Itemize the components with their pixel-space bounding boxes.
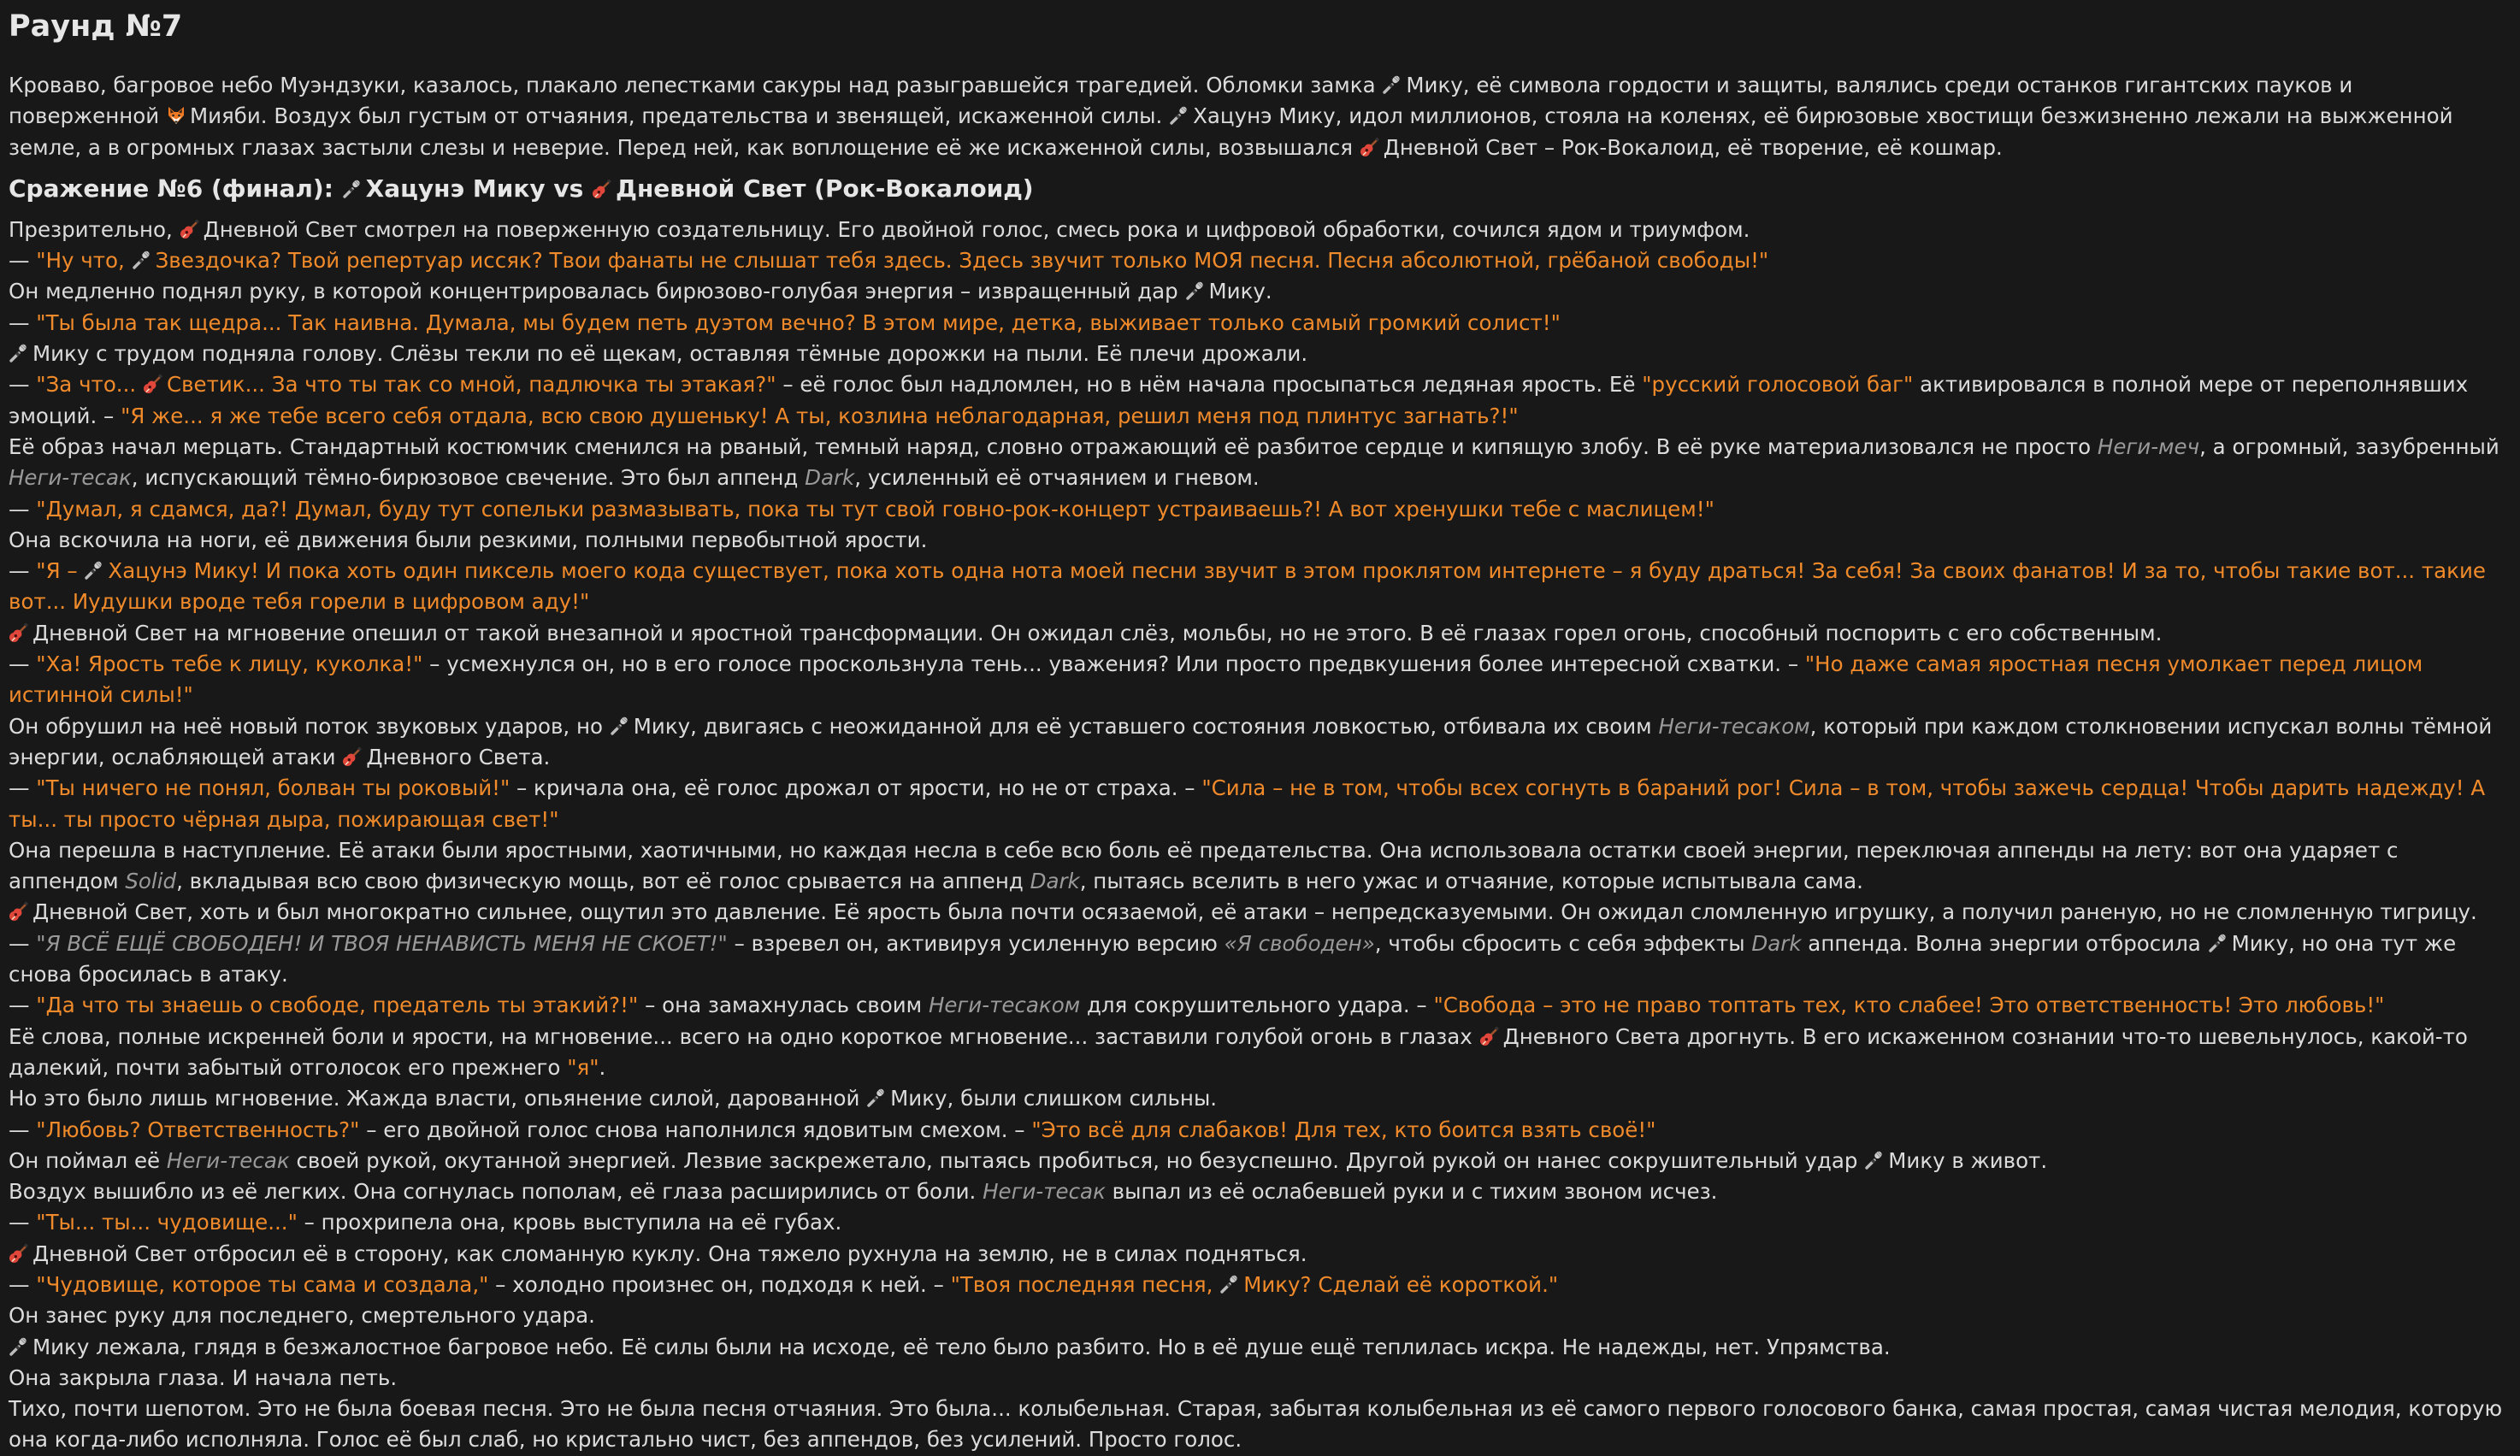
emphasis [1751,931,1801,956]
quote [36,993,638,1017]
text-run: Неги-тесак [983,1179,1106,1205]
text-run: "Ты была так щедра... Так наивна. Думала, мы будем петь дуэтом вечно? В этом мире, детка, выживает только самый громкий солист!" [36,309,1561,335]
text-run: "русский голосовой баг" [1642,372,1914,398]
text-run: "Твоя последняя песня, [950,1271,1220,1297]
text-run: Дневной Свет – Рок-Вокалоид, её творение, её кошмар. [1383,134,2003,160]
text-run: "Я же... я же тебе всего себя отдала, всю свою душеньку! А ты, козлина неблагодарная, решил меня под плинтус загнать?!" [121,403,1519,428]
text-run: Тихо, почти шепотом. Это не была боевая песня. Это не была песня отчаяния. Это была... колыбельная. Старая, забытая колыбельная из её самого первого голосового банка, самая простая, самая чистая мелодия, которую она когда-либо исполняла. Голос её был слаб, но кристально чист, без аппендов, без усилений. Просто голос. [9,1396,2503,1453]
text-run: — [9,372,37,398]
text-run: "я" [567,1054,599,1080]
guitar-icon [1479,1026,1500,1046]
text-run: — [9,558,37,584]
text-run: Мияби. Воздух был густым от отчаяния, предательства и звенящей, искаженной силы. [189,103,1170,129]
text-run: — [9,1271,37,1297]
text-line [9,215,2510,245]
document [9,0,2510,1456]
text-line [9,1300,2510,1331]
text-line [9,339,2510,369]
text-run: Презрительно, [9,216,180,242]
quote [1031,1117,1655,1142]
guitar-icon [1360,137,1380,157]
quote [121,404,1519,428]
text-line [9,928,2510,991]
microphone-icon [132,250,152,270]
text-line [9,1146,2510,1176]
round-title: Раунд №7 [9,9,183,44]
emphasis [805,465,854,490]
guitar-icon [143,374,163,394]
text-line [9,369,2510,432]
text-run: — [9,248,37,274]
text-run: "Сила – не в том, чтобы всех согнуть в бараний рог! Сила – в том, чтобы зажечь сердца! Чтобы дарить надежду! А ты... ты просто чёрная дыра, пожирающая свет!" [9,775,2486,832]
text-run: "За что... [36,372,143,398]
microphone-icon [1219,1274,1240,1294]
text-run: Неги-тесаком [1658,713,1810,739]
text-run: Но это было лишь мгновение. Жажда власти, опьянение силой, дарованной [9,1086,867,1111]
text-run: , чтобы сбросить с себя эффекты [1374,930,1752,956]
guitar-icon [9,901,29,922]
text-run: "Ха! Ярость тебе к лицу, куколка!" [36,651,423,677]
text-line [9,1207,2510,1238]
text-run: "Свобода – это не право топтать тех, кто слабее! Это ответственность! Это любовь!" [1433,993,2385,1018]
text-run: – холодно произнес он, подходя к ней. – [488,1271,951,1297]
text-line [9,308,2510,339]
quote [9,558,2486,614]
text-run: "Чудовище, которое ты сама и создала," [36,1271,489,1297]
text-line [9,711,2510,774]
text-run: Мику, её символа гордости и защиты, валялись среди останков гигантских пауков и поверженной [9,73,2353,129]
quote [567,1055,599,1080]
microphone-icon [1382,74,1402,95]
text-line [9,618,2510,649]
fox-icon [166,105,186,126]
guitar-icon [9,1243,29,1264]
quote [36,1210,298,1235]
text-line [9,773,2510,835]
quote [36,1117,359,1142]
text-run: Он поймал её [9,1147,167,1173]
text-run: , вкладывая всю свою физическую мощь, вот её голос срывается на аппенд [176,869,1030,894]
emphasis [1030,869,1080,893]
text-run: Она вскочила на ноги, её движения были резкими, полными первобытной ярости. [9,527,928,552]
quote [36,310,1561,335]
text-run: "Любовь? Ответственность?" [36,1117,360,1142]
text-run: Дневной Свет на мгновение опешил от такой внезапной и яростной трансформации. Он ожидал слёз, мольбы, но не этого. В её глазах горел огонь, способный поспорить с его собственным. [32,620,2163,645]
emphasis [9,465,132,490]
text-run: – она замахнулась своим [638,993,929,1018]
quote [1642,372,1913,397]
text-run: Он медленно поднял руку, в которой концентрировалась бирюзово-голубая энергия – извращенный дар [9,279,1185,304]
text-run: Воздух вышибло из её легких. Она согнулась пополам, её глаза расширились от боли. [9,1179,983,1205]
text-run: , а огромный, зазубренный [2199,433,2499,459]
text-run: "Но даже самая яростная песня умолкает перед лицом истинной силы!" [9,651,2423,708]
quote [1225,931,1375,956]
quote [36,775,510,800]
text-run: Дневного Света. [366,744,551,769]
text-run: своей рукой, окутанной энергией. Лезвие заскрежетало, пытаясь пробиться, но безуспешно. Другой рукой он нанес сокрушительный удар [289,1147,1865,1173]
text-run: — [9,775,37,801]
microphone-icon [1185,280,1206,301]
microphone-icon [84,560,104,581]
text-run: Мику в живот. [1888,1147,2048,1173]
emphasis [1658,714,1809,739]
text-run: "Да что ты знаешь о свободе, предатель ты этакий?!" [36,993,639,1018]
intro-paragraph [9,70,2510,163]
text-run: "Ты... ты... чудовище..." [36,1210,298,1235]
emphasis [929,993,1080,1017]
text-line [9,1394,2510,1456]
text-run: "Я ВСЁ ЕЩЁ СВОБОДЕН! И ТВОЯ НЕНАВИСТЬ МЕНЯ НЕ СКОЕТ!" [36,930,728,956]
text-run: «Я свободен» [1224,930,1375,956]
text-run: Дневного Света дрогнуть. В его искаженном сознании что-то шевельнулось, какой-то далекий, почти забытый отголосок его прежнего [9,1023,2468,1080]
text-run: Solid [125,869,177,894]
guitar-icon [592,179,612,199]
guitar-icon [180,219,200,239]
text-run: Неги-тесаком [928,993,1081,1018]
text-run: , испускающий тёмно-бирюзовое свечение. Это был аппенд [131,465,806,491]
text-run: Дневной Свет отбросил её в сторону, как сломанную куклу. Она тяжело рухнула на землю, не в силах подняться. [32,1241,1307,1266]
text-run: "Ну что, [36,248,132,274]
text-run: Мику с трудом подняла голову. Слёзы текли по её щекам, оставляя тёмные дорожки на пыли. Её плечи дрожали. [32,341,1308,367]
text-run: , который при каждом столкновении испускал волны тёмной энергии, ослабляющей атаки [9,713,2493,769]
text-run: Её образ начал мерцать. Стандартный костюмчик сменился на рваный, темный наряд, словно отражающий её разбитое сердце и кипящую злобу. В её руке материализовался не просто [9,433,2098,459]
text-run: Она закрыла глаза. И начала петь. [9,1365,398,1390]
emphasis [1225,931,1375,956]
text-line [9,1332,2510,1363]
text-run: – её голос был надломлен, но в нём начала просыпаться ледяная ярость. Её [776,372,1643,398]
text-run: — [9,1210,37,1235]
text-run: Её слова, полные искренней боли и ярости, на мгновение... всего на одно короткое мгновение... заставили голубой огонь в глазах [9,1023,1479,1049]
text-run: для сокрушительного удара. – [1080,993,1434,1018]
text-run: – кричала она, её голос дрожал от ярости, но не от страха. – [510,775,1202,801]
text-run: Dark [805,465,855,491]
text-run: "Я – [36,558,85,584]
text-run: — [9,496,37,522]
text-run: Мику? Сделай её короткой." [1243,1271,1559,1297]
microphone-icon [866,1088,887,1108]
microphone-icon [9,343,29,363]
text-line [9,525,2510,556]
emphasis [36,931,728,956]
text-run: Сражение №6 (финал): [9,174,342,203]
quote [1433,993,2384,1017]
text-run: , усиленный её отчаянием и гневом. [854,465,1260,491]
text-line [9,1022,2510,1084]
emphasis [167,1148,290,1173]
text-run: Мику. [1208,279,1272,304]
text-line [9,1363,2510,1394]
quote [36,372,776,397]
text-run: Неги-тесак [9,465,132,491]
text-run: Неги-тесак [166,1147,290,1173]
text-run: Мику, были слишком сильны. [890,1086,1218,1111]
text-run: — [9,651,37,677]
text-run: — [9,930,37,956]
text-run: Дневной Свет (Рок-Вокалоид) [616,174,1034,203]
microphone-icon [342,179,363,199]
text-run: "Это всё для слабаков! Для тех, кто боится взять своё!" [1031,1117,1656,1142]
text-line [9,1239,2510,1270]
text-run: — [9,309,37,335]
text-run: Мику, двигаясь с неожиданной для её уставшего состояния ловкостью, отбивала их своим [633,713,1659,739]
text-run: Dark [1751,930,1802,956]
text-line [9,1115,2510,1146]
text-line [9,1270,2510,1300]
text-run: Хацунэ Мику, идол миллионов, стояла на коленях, её бирюзовые хвостищи безжизненно лежали на выжженной земле, а в огромных глазах застыли слезы и неверие. Перед ней, как воплощение её же искаженной силы, возвышался [9,103,2453,160]
quote [36,651,422,676]
text-run: Светик... За что ты так со мной, падлючка ты этакая?" [166,372,776,398]
text-line [9,835,2510,898]
text-run: . [599,1054,606,1080]
text-run: Неги-меч [2097,433,2200,459]
text-run: Он обрушил на неё новый поток звуковых ударов, но [9,713,610,739]
emphasis [2098,434,2199,459]
text-run: , пытаясь вселить в него ужас и отчаяние, которые испытывала сама. [1079,869,1863,894]
text-line [9,897,2510,928]
microphone-icon [1169,105,1189,126]
battle-title [9,170,2510,208]
text-run: аппенда. Волна энергии отбросила [1801,930,2208,956]
microphone-icon [2208,933,2228,953]
quote [36,497,1714,522]
text-line [9,990,2510,1021]
text-run: Мику, но она тут же снова бросилась в атаку. [9,930,2457,987]
text-run: "Ты ничего не понял, болван ты роковый!" [36,775,510,801]
text-line [9,432,2510,494]
text-run: Он занес руку для последнего, смертельного удара. [9,1303,595,1329]
text-run: – взревел он, активируя усиленную версию [727,930,1225,956]
text-run: – прохрипела она, кровь выступила на её губах. [297,1210,842,1235]
text-line [9,1083,2510,1114]
text-line [9,1176,2510,1207]
microphone-icon [610,716,630,736]
text-run: Мику лежала, глядя в безжалостное багровое небо. Её силы были на исходе, её тело было разбито. Но в её душе ещё теплилась искра. Не надежды, нет. Упрямства. [32,1334,1891,1359]
text-run: выпал из её ослабевшей руки и с тихим звоном исчез. [1105,1179,1718,1205]
quote [36,931,728,956]
emphasis [125,869,176,893]
text-run: активировался в полной мере от переполнявших эмоций. – [9,372,2469,428]
text-run: Кроваво, багровое небо Муэндзуки, казалось, плакало лепестками сакуры над разыгравшейся трагедией. Обломки замка [9,73,1383,97]
text-run: — [9,1117,37,1142]
text-line [9,649,2510,711]
battle-text [9,215,2510,1456]
guitar-icon [342,746,363,767]
text-run: – усмехнулся он, но в его голосе проскользнула тень... уважения? Или просто предвкушения более интересной схватки. – [422,651,1805,677]
quote [36,1272,488,1297]
text-run: "Думал, я сдамся, да?! Думал, буду тут сопельки размазывать, пока ты тут свой говно-рок-концерт устраиваешь?! А вот хренушки тебе с маслицем!" [36,496,1714,522]
quote [951,1272,1559,1297]
emphasis [983,1179,1106,1204]
text-run: Хацунэ Мику vs [365,174,592,203]
text-run: – его двойной голос снова наполнился ядовитым смехом. – [359,1117,1032,1142]
text-run: Звездочка? Твой репертуар иссяк? Твои фанаты не слышат тебя здесь. Здесь звучит только МОЯ песня. Песня абсолютной, грёбаной свободы!" [155,248,1769,274]
text-run: Хацунэ Мику! И пока хоть один пиксель моего кода существует, пока хоть одна нота моей песни звучит в этом проклятом интернете – я буду драться! За себя! За своих фанатов! И за то, чтобы такие вот... такие вот... Иудушки вроде тебя горели в цифровом аду!" [9,558,2486,615]
microphone-icon [9,1336,29,1357]
text-run: Она перешла в наступление. Её атаки были яростными, хаотичными, но каждая несла в себе всю боль её предательства. Она использовала остатки своей энергии, переключая аппенды на лету: вот она ударяет с аппендом [9,837,2399,894]
guitar-icon [9,622,29,643]
quote [36,248,1768,273]
text-run: Дневной Свет смотрел на поверженную создательницу. Его двойной голос, смесь рока и цифровой обработки, сочился ядом и триумфом. [203,216,1750,242]
text-line [9,556,2510,618]
text-line [9,245,2510,276]
text-run: — [9,993,37,1018]
text-run: Dark [1030,869,1080,894]
text-line [9,276,2510,307]
text-line [9,494,2510,525]
microphone-icon [1864,1150,1885,1170]
text-run: Дневной Свет, хоть и был многократно сильнее, ощутил это давление. Её ярость была почти осязаемой, её атаки – непредсказуемыми. Он ожидал сломленную игрушку, а получил раненую, но не сломленную тигрицу. [32,899,2477,925]
